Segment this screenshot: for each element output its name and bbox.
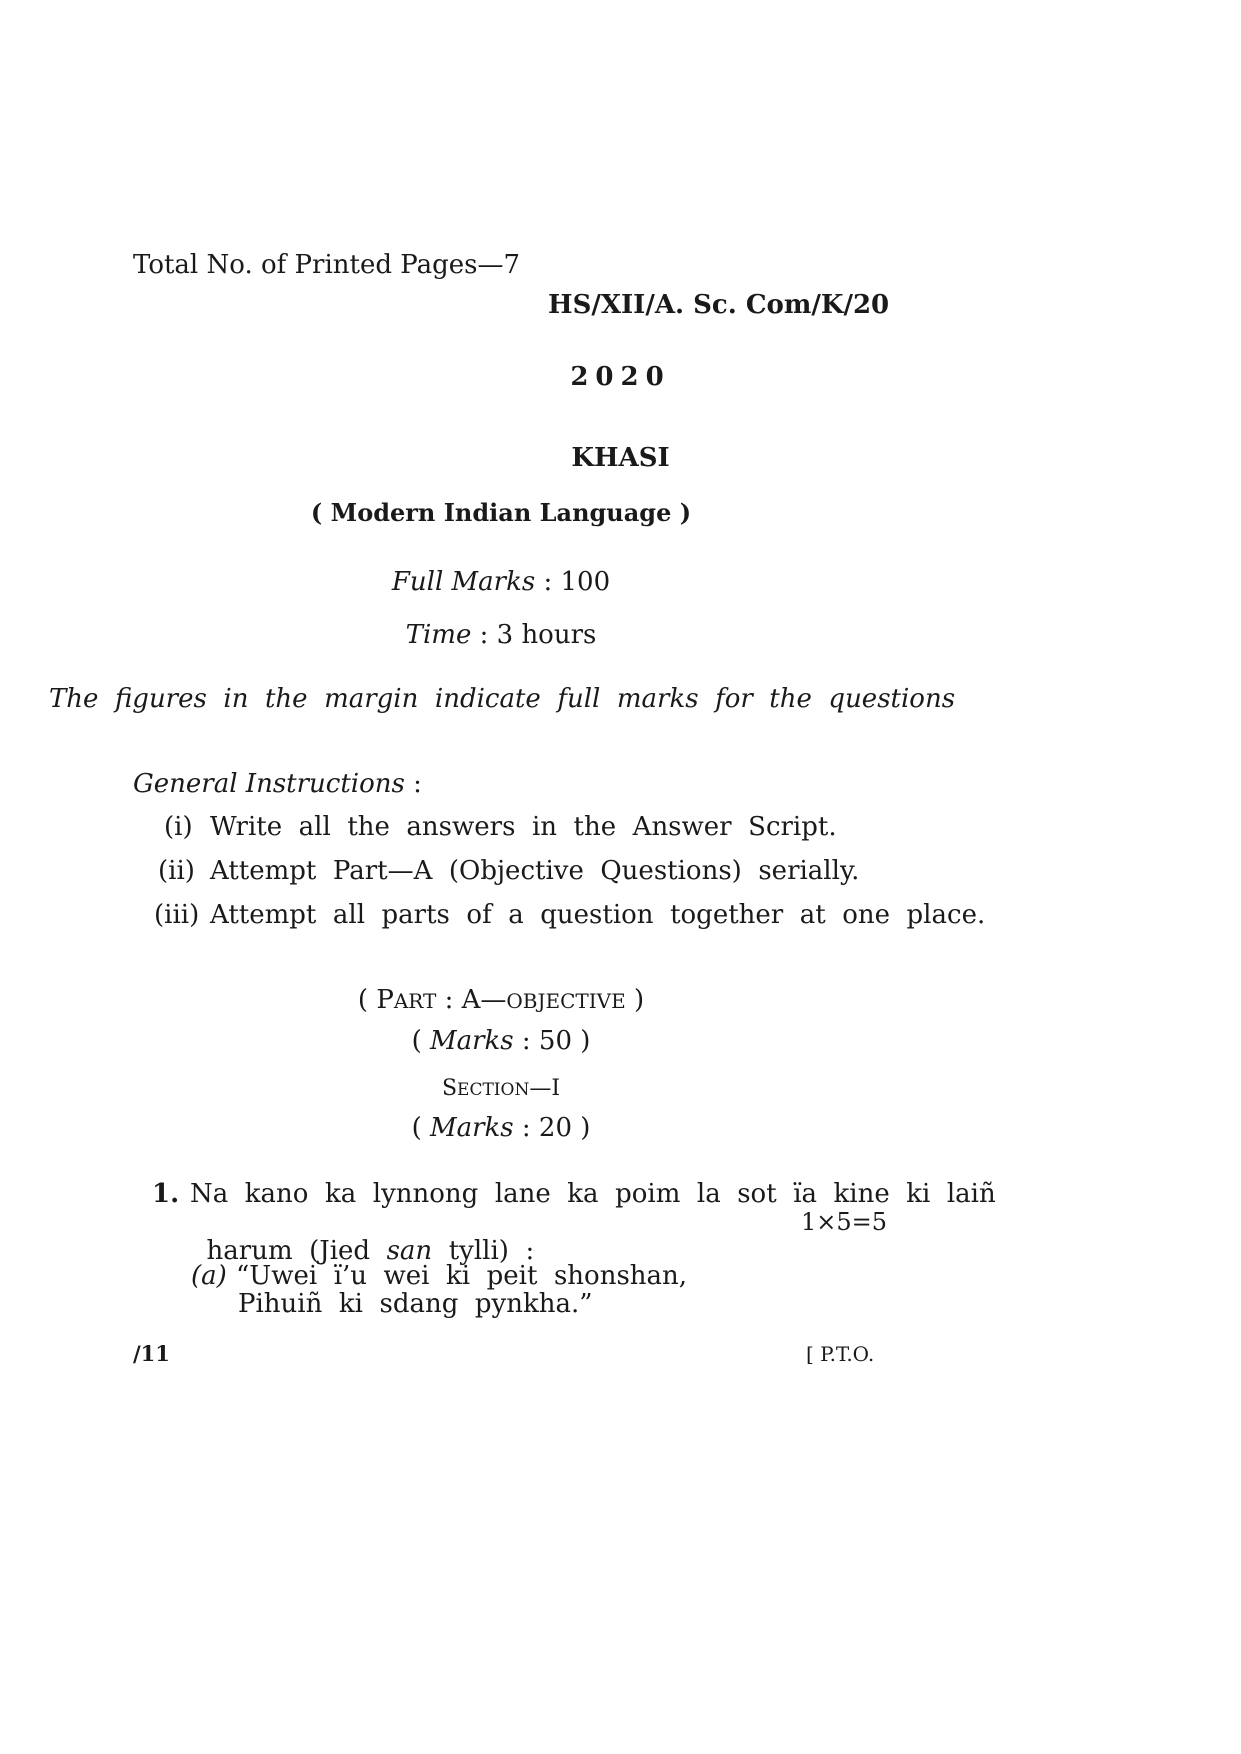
- question-number: 1.: [152, 1179, 180, 1209]
- section-marks-open: (: [411, 1113, 430, 1143]
- instruction-text: Write all the answers in the Answer Script.: [210, 812, 837, 842]
- instruction-text: Attempt Part—A (Objective Questions) serially.: [210, 856, 860, 886]
- section-marks-label: Marks: [429, 1113, 514, 1143]
- full-marks-value: : 100: [543, 567, 611, 597]
- full-marks-label: Full Marks: [391, 567, 536, 597]
- question-text-line1: Na kano ka lynnong lane ka poim la sot ïa kine ki laiñ: [190, 1179, 996, 1209]
- question-line2-post: tylli) :: [432, 1236, 535, 1266]
- part-mid: : A—: [436, 985, 507, 1015]
- section-s: S: [441, 1076, 458, 1101]
- footer-code: /11: [133, 1341, 170, 1366]
- instruction-num: (ii): [158, 856, 195, 886]
- section-marks-value: : 20 ): [521, 1113, 591, 1143]
- instructions-heading-colon: :: [404, 769, 422, 799]
- part-open: (: [357, 985, 377, 1015]
- question-line2-pre: harum (Jied: [206, 1236, 387, 1266]
- instructions-heading: [133, 769, 422, 799]
- paper-code: HS/XII/A. Sc. Com/K/20: [548, 290, 890, 320]
- instruction-num: (iii): [154, 900, 200, 930]
- section-marks: [0, 1113, 1002, 1143]
- subquestion-label: (a): [191, 1261, 227, 1291]
- section-rest: ECTION: [457, 1080, 530, 1100]
- time-label: Time: [405, 620, 472, 650]
- part-marks-open: (: [411, 1026, 430, 1056]
- part-close: ): [625, 985, 645, 1015]
- section-num: —I: [529, 1076, 561, 1101]
- exam-subject: KHASI: [571, 443, 670, 473]
- time-value: : 3 hours: [479, 620, 597, 650]
- margin-note: The figures in the margin indicate full marks for the questions: [48, 684, 956, 714]
- part-rest: ART: [393, 989, 437, 1013]
- question-marks: 1×5=5: [801, 1208, 888, 1236]
- instruction-text: Attempt all parts of a question together at one place.: [210, 900, 986, 930]
- total-printed-pages: Total No. of Printed Pages—7: [133, 250, 520, 280]
- part-marks-value: : 50 ): [521, 1026, 591, 1056]
- subquestion-line2: Pihuiñ ki sdang pynkha.”: [238, 1289, 593, 1319]
- instructions-heading-text: General Instructions: [133, 769, 405, 799]
- part-marks: [0, 1026, 1002, 1056]
- full-marks: [0, 567, 1002, 597]
- part-objective: OBJECTIVE: [506, 989, 626, 1013]
- instruction-num: (i): [164, 812, 193, 842]
- part-marks-label: Marks: [429, 1026, 514, 1056]
- exam-subtitle: ( Modern Indian Language ): [310, 498, 692, 527]
- part-p: P: [376, 985, 394, 1015]
- question-line2-ital: san: [386, 1236, 433, 1266]
- section-heading: [0, 1076, 1002, 1101]
- question-text-line2: [190, 1206, 534, 1266]
- subquestion-line1: “Uwei ï’u wei ki peit shonshan,: [236, 1261, 688, 1291]
- footer-pto: [ P.T.O.: [806, 1342, 875, 1366]
- time-allowed: [0, 620, 1002, 650]
- exam-year: 2020: [570, 362, 671, 392]
- part-heading: [0, 985, 1002, 1015]
